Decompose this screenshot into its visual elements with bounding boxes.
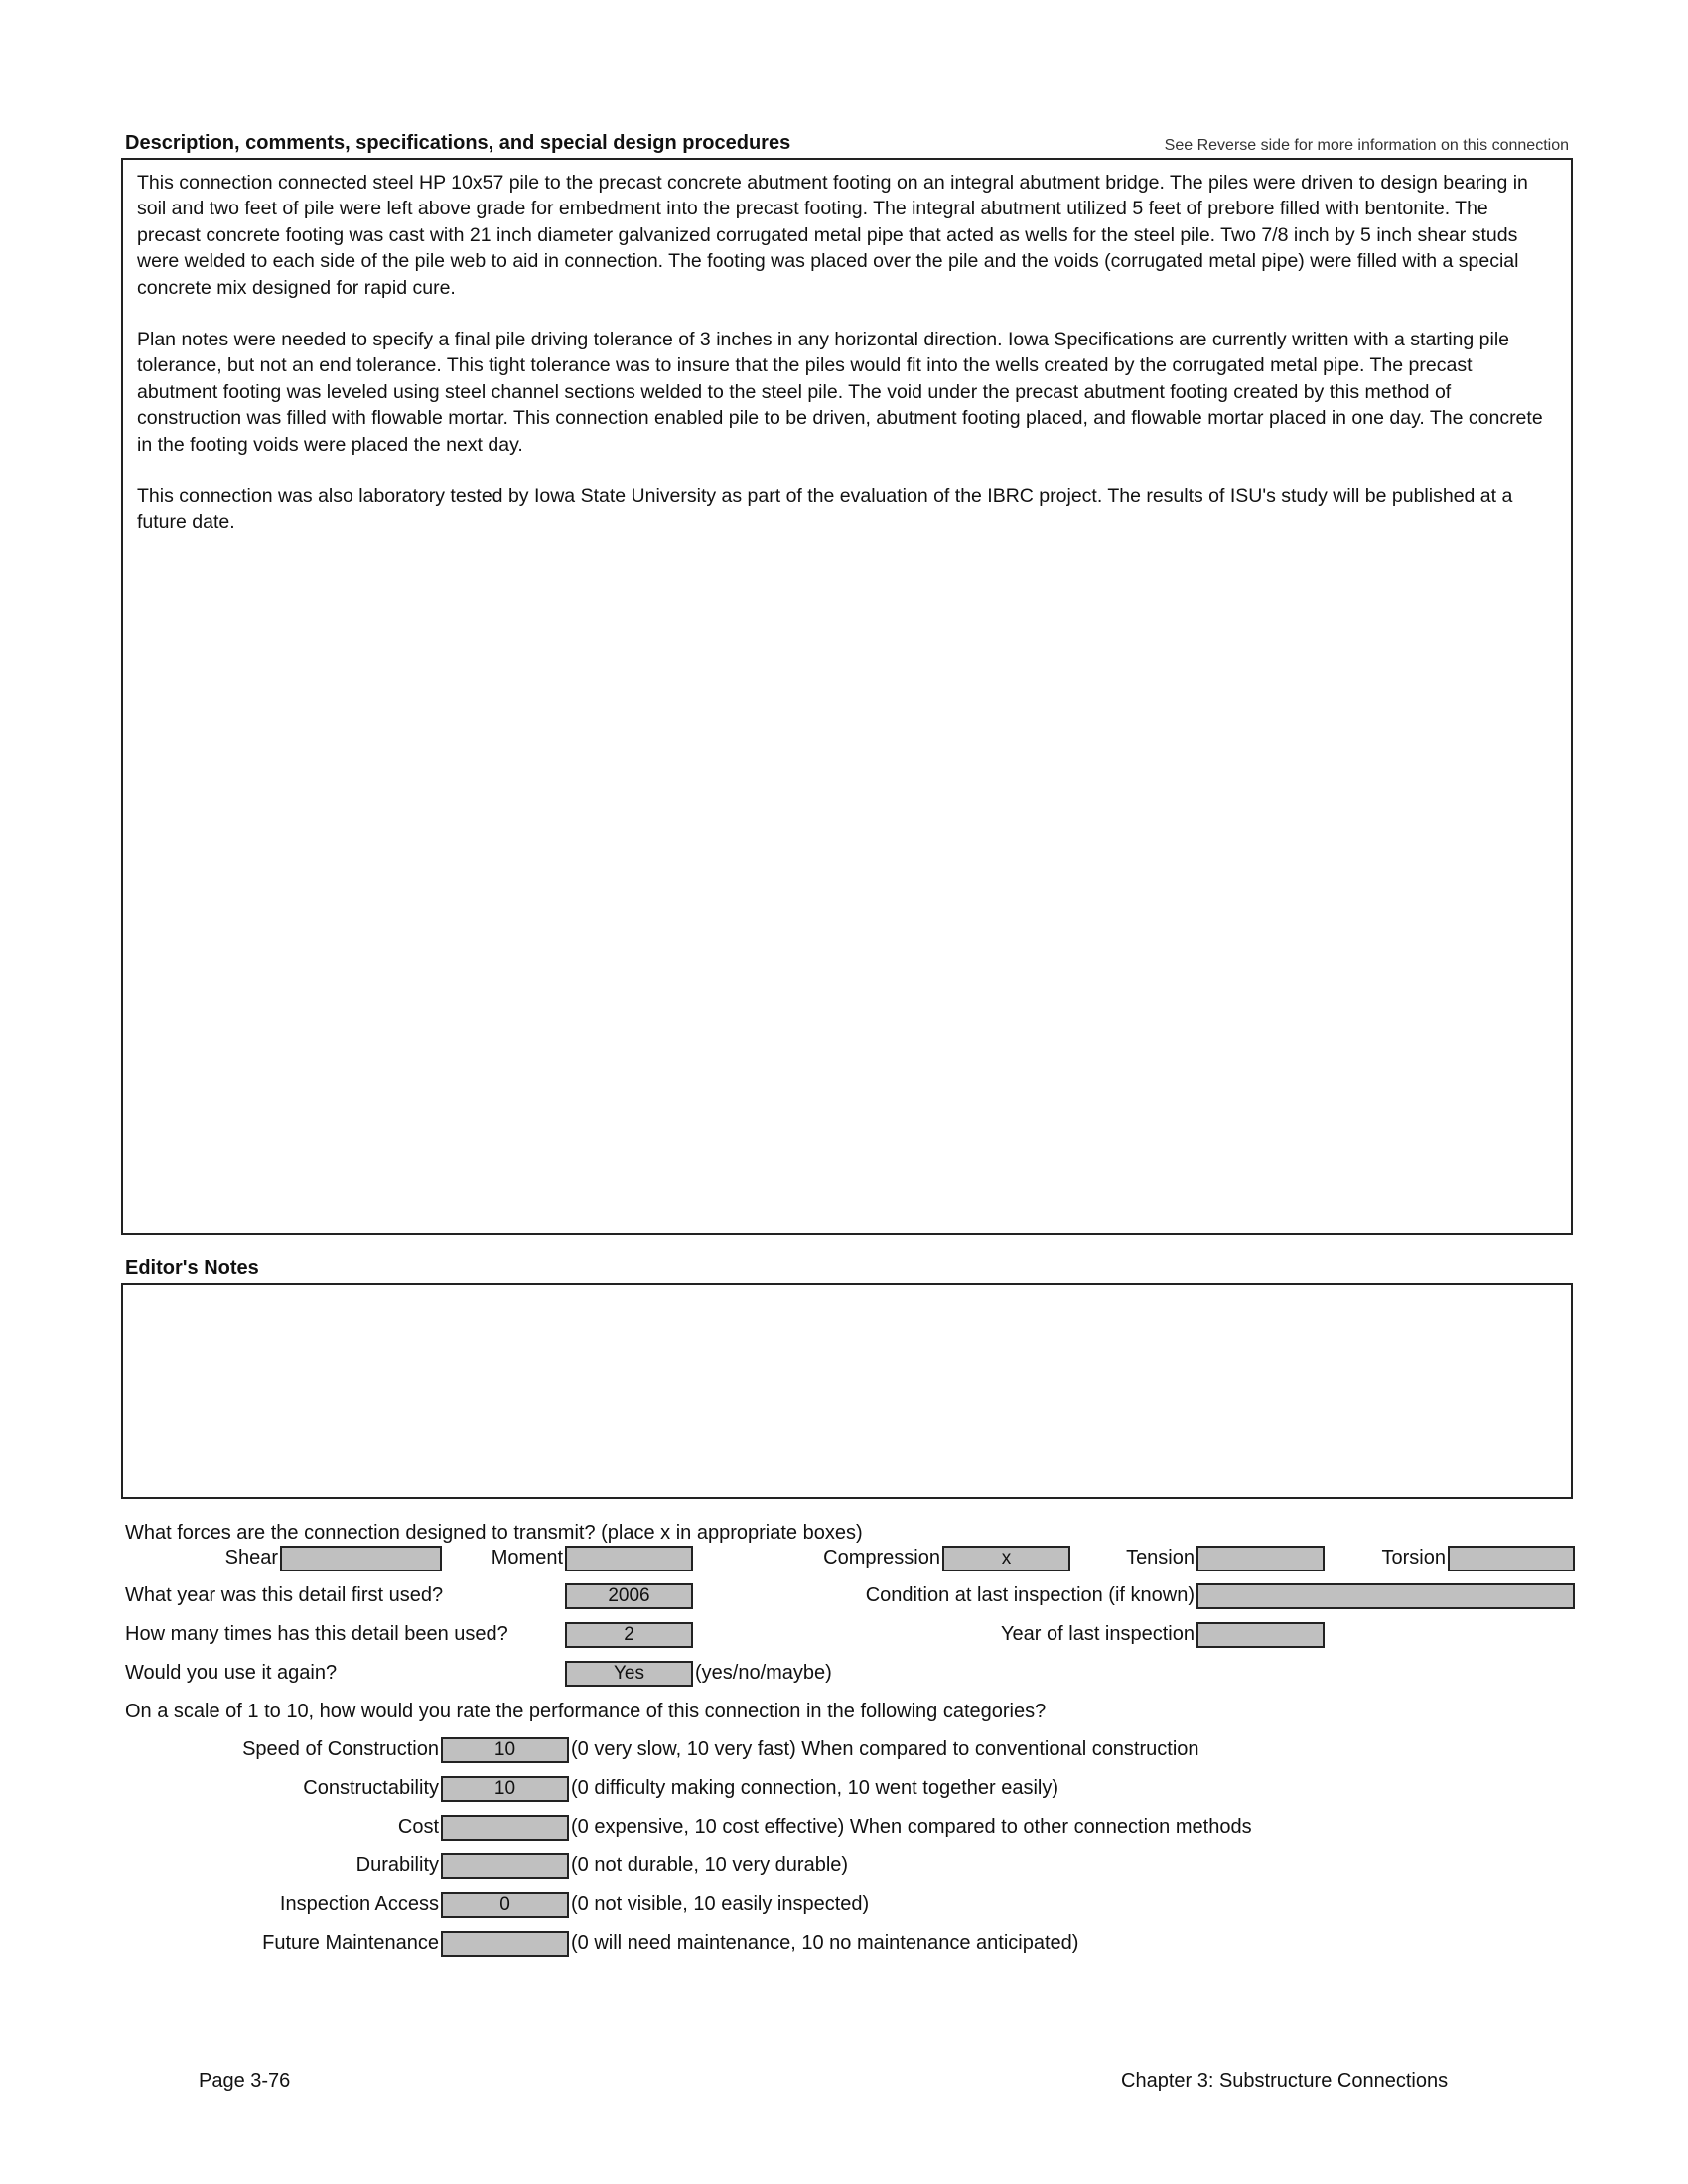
- condition-label: Condition at last inspection (if known): [865, 1584, 1195, 1606]
- times-used-field[interactable]: 2: [565, 1622, 693, 1648]
- rating-label-future-maintenance: Future Maintenance: [262, 1932, 439, 1954]
- condition-field[interactable]: [1196, 1583, 1575, 1609]
- rating-label-inspection-access: Inspection Access: [279, 1893, 439, 1915]
- compression-label: Compression: [823, 1547, 940, 1569]
- rating-label-cost: Cost: [397, 1816, 439, 1838]
- rating-field-speed[interactable]: 10: [441, 1737, 569, 1763]
- editors-notes-title: Editor's Notes: [125, 1257, 259, 1279]
- rating-hint-inspection-access: (0 not visible, 10 easily inspected): [571, 1893, 870, 1915]
- rating-hint-speed: (0 very slow, 10 very fast) When compared to conventional construction: [571, 1738, 1199, 1760]
- use-again-hint: (yes/no/maybe): [695, 1662, 832, 1684]
- description-box: [121, 158, 1573, 1235]
- chapter-title: Chapter 3: Substructure Connections: [1121, 2070, 1449, 2092]
- torsion-label: Torsion: [1381, 1547, 1446, 1569]
- rating-field-constructability[interactable]: 10: [441, 1776, 569, 1802]
- description-text: [123, 160, 1571, 536]
- editors-notes-text: [123, 1285, 1571, 1300]
- use-again-field[interactable]: Yes: [565, 1661, 693, 1687]
- ratings-question: On a scale of 1 to 10, how would you rate the performance of this connection in the following categories?: [125, 1701, 1047, 1722]
- rating-field-durability[interactable]: [441, 1853, 569, 1879]
- tension-label: Tension: [1126, 1547, 1195, 1569]
- rating-field-cost[interactable]: [441, 1815, 569, 1841]
- see-reverse-note: See Reverse side for more information on this connection: [1164, 137, 1569, 154]
- compression-field[interactable]: x: [942, 1546, 1070, 1571]
- torsion-field[interactable]: [1448, 1546, 1575, 1571]
- description-title: Description, comments, specifications, and special design procedures: [125, 132, 791, 154]
- rating-label-speed: Speed of Construction: [242, 1738, 439, 1760]
- description-paragraph-3: This connection was also laboratory tested by Iowa State University as part of the evaluation of the IBRC project. The results of ISU's study will be published at a future date.: [137, 485, 1513, 534]
- rating-hint-durability: (0 not durable, 10 very durable): [571, 1854, 849, 1876]
- rating-field-future-maintenance[interactable]: [441, 1931, 569, 1957]
- year-inspection-field[interactable]: [1196, 1622, 1325, 1648]
- first-used-field[interactable]: 2006: [565, 1583, 693, 1609]
- forces-question: What forces are the connection designed to transmit? (place x in appropriate boxes): [125, 1522, 863, 1544]
- shear-label: Shear: [224, 1547, 278, 1569]
- first-used-question: What year was this detail first used?: [125, 1584, 444, 1606]
- rating-hint-cost: (0 expensive, 10 cost effective) When compared to other connection methods: [571, 1816, 1252, 1838]
- use-again-question: Would you use it again?: [125, 1662, 338, 1684]
- rating-label-durability: Durability: [355, 1854, 439, 1876]
- year-inspection-label: Year of last inspection: [1001, 1623, 1195, 1645]
- times-used-question: How many times has this detail been used?: [125, 1623, 508, 1645]
- editors-notes-box[interactable]: [121, 1283, 1573, 1499]
- moment-label: Moment: [491, 1547, 563, 1569]
- rating-field-inspection-access[interactable]: 0: [441, 1892, 569, 1918]
- shear-field[interactable]: [280, 1546, 442, 1571]
- tension-field[interactable]: [1196, 1546, 1325, 1571]
- page-number: Page 3-76: [199, 2070, 291, 2092]
- moment-field[interactable]: [565, 1546, 693, 1571]
- rating-hint-constructability: (0 difficulty making connection, 10 went together easily): [571, 1777, 1059, 1799]
- rating-hint-future-maintenance: (0 will need maintenance, 10 no maintenance anticipated): [571, 1932, 1079, 1954]
- description-paragraph-1: This connection connected steel HP 10x57 pile to the precast concrete abutment footing on an integral abutment bridge. The piles were driven to design bearing in soil and two feet of pile were left above grade for embedment into the precast footing. The integral abutment utilized 5 feet of prebore filled with bentonite. The precast concrete footing was cast with 21 inch diameter galvanized corrugated metal pipe that acted as wells for the steel pile. Two 7/8 inch by 5 inch shear studs were welded to each side of the pile web to aid in connection. The footing was placed over the pile and the voids (corrugated metal pipe) were filled with a special concrete mix designed for rapid cure.: [137, 172, 1528, 299]
- rating-label-constructability: Constructability: [303, 1777, 439, 1799]
- description-paragraph-2: Plan notes were needed to specify a final pile driving tolerance of 3 inches in any horizontal direction. Iowa Specifications are currently written with a starting pile tolerance, but not an end tolerance. This tight tolerance was to insure that the piles would fit into the wells created by the corrugated metal pipe. The precast abutment footing was leveled using steel channel sections welded to the steel pile. The void under the precast abutment footing created by this method of construction was filled with flowable mortar. This connection enabled pile to be driven, abutment footing placed, and flowable mortar placed in one day. The concrete in the footing voids were placed the next day.: [137, 329, 1543, 456]
